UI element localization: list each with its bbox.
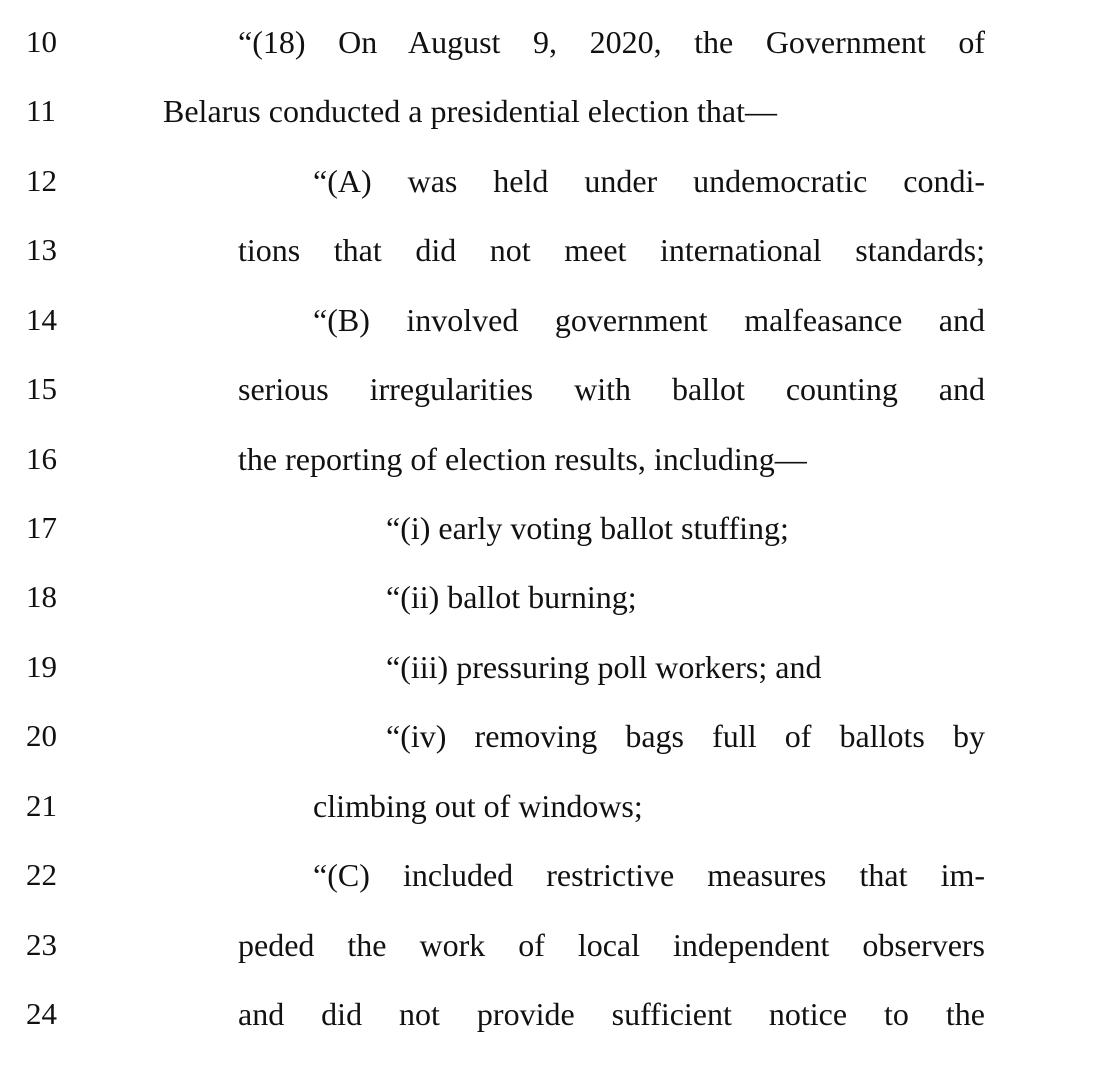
- line-text: “(iii) pressuring poll workers; and: [386, 649, 822, 685]
- document-line: [0, 781, 1106, 831]
- line-number: 19: [26, 649, 57, 684]
- line-number: 12: [26, 163, 57, 198]
- document-line: [0, 17, 1106, 67]
- document-line: [0, 86, 1106, 136]
- line-number: 11: [26, 93, 56, 128]
- line-text: “(i) early voting ballot stuffing;: [386, 510, 789, 546]
- line-text: “(iv) removing bags full of ballots by: [386, 718, 985, 754]
- line-text: climbing out of windows;: [313, 788, 643, 824]
- document-line: [0, 920, 1106, 970]
- document-line: [0, 989, 1106, 1039]
- line-text: Belarus conducted a presidential election that—: [163, 93, 777, 129]
- line-text: and did not provide sufficient notice to the: [238, 996, 985, 1032]
- document-line: [0, 503, 1106, 553]
- document-line: [0, 850, 1106, 900]
- line-number: 23: [26, 927, 57, 962]
- line-number: 17: [26, 510, 57, 545]
- line-number: 13: [26, 232, 57, 267]
- line-text: “(18) On August 9, 2020, the Government of: [238, 24, 985, 60]
- document-line: [0, 711, 1106, 761]
- line-number: 18: [26, 579, 57, 614]
- line-number: 20: [26, 718, 57, 753]
- line-text: “(C) included restrictive measures that im-: [313, 857, 985, 893]
- line-text: tions that did not meet international standards;: [238, 232, 985, 268]
- line-number: 22: [26, 857, 57, 892]
- document-line: [0, 364, 1106, 414]
- line-number: 15: [26, 371, 57, 406]
- line-number: 21: [26, 788, 57, 823]
- line-text: serious irregularities with ballot counting and: [238, 371, 985, 407]
- line-text: peded the work of local independent observers: [238, 927, 985, 963]
- line-number: 16: [26, 441, 57, 476]
- line-number: 10: [26, 24, 57, 59]
- line-text: “(ii) ballot burning;: [386, 579, 637, 615]
- line-text: “(B) involved government malfeasance and: [313, 302, 985, 338]
- document-line: [0, 156, 1106, 206]
- line-number: 24: [26, 996, 57, 1031]
- document-line: [0, 572, 1106, 622]
- document-line: [0, 295, 1106, 345]
- document-line: [0, 642, 1106, 692]
- line-text: the reporting of election results, including—: [238, 441, 807, 477]
- line-text: “(A) was held under undemocratic condi-: [313, 163, 985, 199]
- document-line: [0, 225, 1106, 275]
- document-line: [0, 434, 1106, 484]
- line-number: 14: [26, 302, 57, 337]
